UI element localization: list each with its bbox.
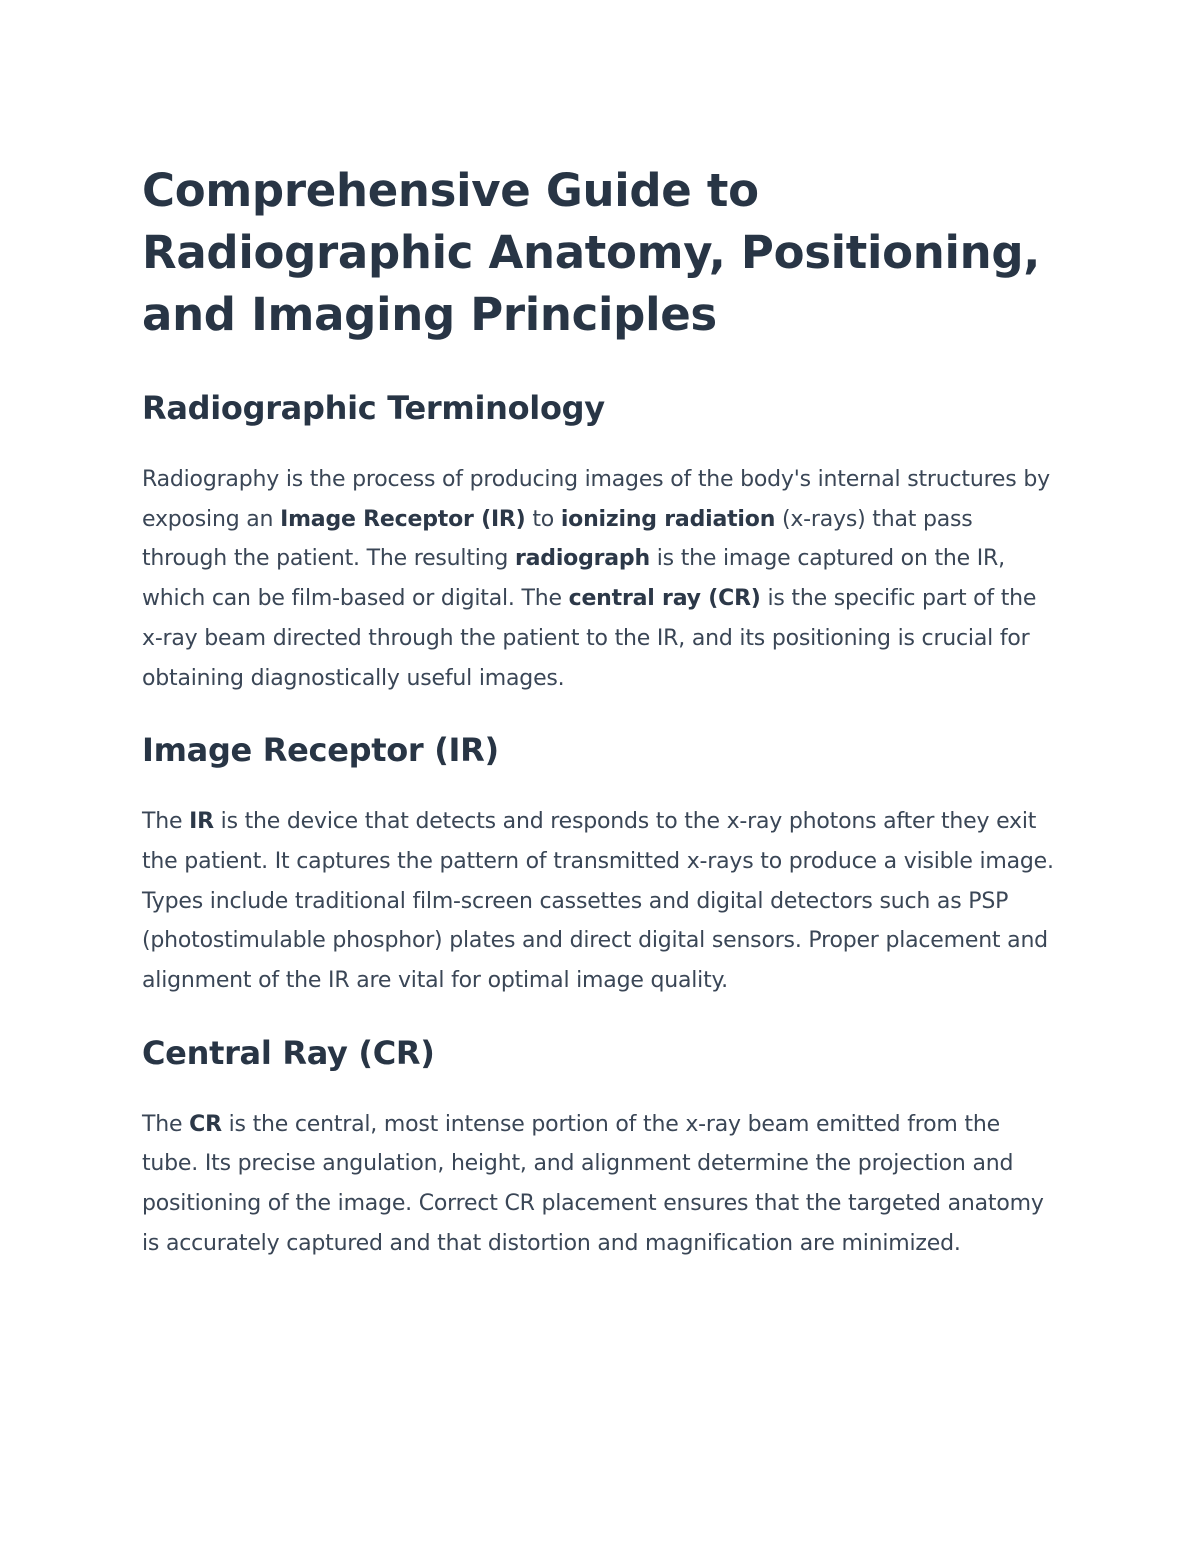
section-paragraph-central-ray <box>142 1105 1057 1264</box>
term-image-receptor: Image Receptor (IR) <box>280 506 526 532</box>
term-central-ray: central ray (CR) <box>568 586 761 612</box>
section-heading-image-receptor: Image Receptor (IR) <box>142 731 499 770</box>
document-page <box>142 160 1057 1264</box>
text-run: is the image captured on the IR, which can be film-based or digital. The <box>142 546 1005 612</box>
text-run: The <box>142 1111 190 1137</box>
section-paragraph-terminology <box>142 460 1057 698</box>
text-run: to <box>525 506 561 532</box>
section-heading-central-ray: Central Ray (CR) <box>142 1033 435 1072</box>
text-run: is the specific part of the x-ray beam directed through the patient to the IR, and its positioning is crucial for obtaining diagnostically useful images. <box>142 586 1037 691</box>
text-run: is the device that detects and responds to the x-ray photons after they exit the patient. It captures the pattern of transmitted x-rays to produce a visible image. Types include traditional film-screen cassettes and digital detectors such as PSP (photostimulable phosphor) plates and direct digital sensors. Proper placement and alignment of the IR are vital for optimal image quality. <box>142 809 1054 994</box>
section-paragraph-image-receptor <box>142 802 1057 1001</box>
term-ionizing-radiation: ionizing radiation <box>560 506 776 532</box>
text-run: (x-rays) that pass through the patient. The resulting <box>142 506 973 572</box>
term-radiograph: radiograph <box>514 546 650 572</box>
text-run: The <box>142 809 190 835</box>
text-run: is the central, most intense portion of the x-ray beam emitted from the tube. Its precise angulation, height, and alignment determine the projection and positioning of the image. Correct CR placement ensures that the targeted anatomy is accurately captured and that distortion and magnification are minimized. <box>142 1111 1044 1256</box>
section-heading-terminology: Radiographic Terminology <box>142 389 605 427</box>
term-ir: IR <box>189 809 214 835</box>
text-run: Radiography is the process of producing images of the body's internal structures by exposing an <box>142 467 1050 532</box>
term-cr: CR <box>189 1111 222 1137</box>
document-title: Comprehensive Guide to Radiographic Anatomy, Positioning, and Imaging Principles <box>142 164 1041 341</box>
